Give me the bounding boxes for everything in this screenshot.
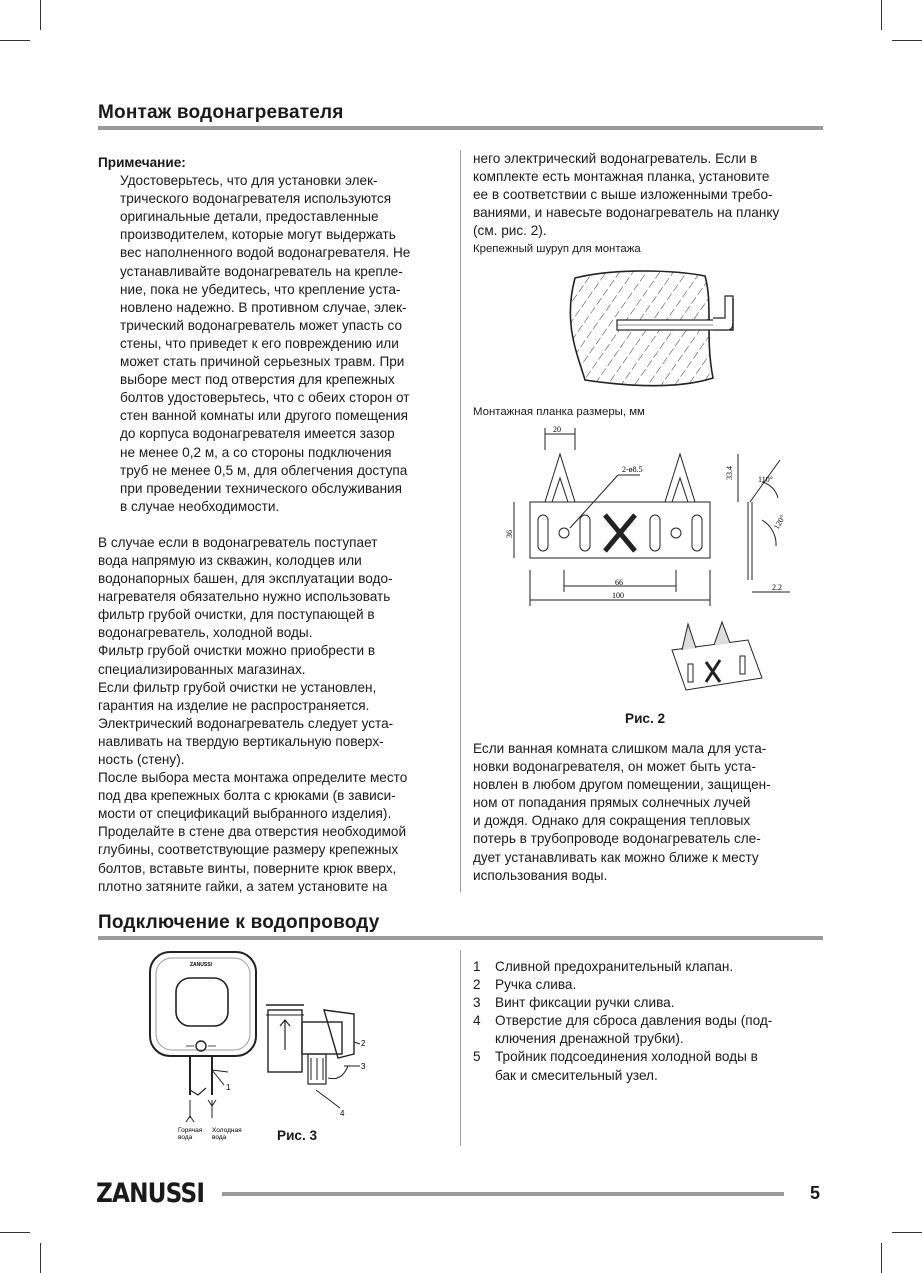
body-line: Электрический водонагреватель следует уста- bbox=[98, 715, 394, 731]
note-line: новлено надежно. В противном случае, элек- bbox=[120, 299, 407, 315]
right-column-top bbox=[473, 150, 828, 257]
note-line: вес наполненного водой водонагревателя. Не bbox=[120, 245, 411, 261]
list-text: Винт фиксации ручки слива. bbox=[495, 995, 675, 1011]
body-text bbox=[98, 534, 450, 896]
section-rule bbox=[98, 936, 823, 940]
body-line: водонапорных башен, для эксплуатации водо- bbox=[98, 571, 393, 587]
note-line: ние, пока не убедитесь, что крепление уста- bbox=[120, 281, 401, 297]
water-heater-figure bbox=[148, 950, 378, 1150]
body-line: болтов, вставьте винты, поверните крюк вверх, bbox=[98, 860, 397, 876]
body-line: использования воды. bbox=[473, 867, 608, 883]
list-number: 5 bbox=[473, 1049, 481, 1065]
list-item-continued bbox=[473, 1067, 828, 1085]
plate-hole bbox=[671, 528, 681, 538]
list-number: 2 bbox=[473, 977, 481, 993]
dim-66: 66 bbox=[615, 578, 623, 587]
section-title-water-connection: Подключение к водопроводу bbox=[98, 912, 380, 933]
body-line: В случае если в водонагреватель поступает bbox=[98, 534, 378, 550]
body-line: гарантия на изделие не распространяется. bbox=[98, 697, 370, 713]
list-item bbox=[473, 1048, 828, 1066]
dim-36: 36 bbox=[505, 530, 514, 538]
plate-slot bbox=[692, 515, 702, 551]
body-line: под два крепежных болта с крюками (в зависи- bbox=[98, 788, 396, 804]
note-line: производителем, которые могут выдержать bbox=[120, 227, 396, 243]
plate-hole bbox=[559, 528, 569, 538]
hot-water-label: вода bbox=[178, 1134, 193, 1141]
fig3-label: Рис. 3 bbox=[277, 1128, 318, 1143]
body-line: ном от попадания прямых солнечных лучей bbox=[473, 795, 751, 811]
hot-water-label: Горячая bbox=[178, 1127, 203, 1134]
note-line: трического водонагревателя используются bbox=[120, 191, 392, 207]
crop-mark bbox=[892, 40, 922, 41]
body-line: (см. рис. 2). bbox=[473, 223, 547, 239]
screw-figure bbox=[555, 268, 755, 393]
body-line: ность (стену). bbox=[98, 752, 185, 767]
section-title-installation: Монтаж водонагревателя bbox=[98, 102, 344, 123]
crop-mark bbox=[881, 1243, 882, 1273]
callout-3: 3 bbox=[361, 1062, 366, 1071]
note-line: оригинальные детали, предоставленные bbox=[120, 209, 379, 225]
body-line: Проделайте в стене два отверстия необходимой bbox=[98, 824, 407, 840]
note-line: стен ванной комнаты или другого помещения bbox=[120, 408, 408, 424]
right-column-bottom bbox=[473, 740, 828, 885]
body-line: нагревателя обязательно нужно использовать bbox=[98, 589, 391, 605]
column-divider bbox=[460, 950, 461, 1146]
note-line: болтов удостоверьтесь, что с обеих сторон от bbox=[120, 390, 410, 406]
note-line: труб не менее 0,5 м, для облегчения доступа bbox=[120, 462, 408, 478]
drain-handle bbox=[324, 1010, 354, 1058]
cold-water-label: Холодная bbox=[212, 1127, 242, 1134]
crop-mark bbox=[881, 0, 882, 30]
crop-mark bbox=[0, 40, 30, 41]
list-item-continued bbox=[473, 1030, 828, 1048]
section-rule bbox=[98, 126, 823, 130]
note-line: до корпуса водонагревателя имеется зазор bbox=[120, 426, 395, 442]
body-line: новки водонагревателя, он может быть уста- bbox=[473, 759, 756, 775]
column-divider bbox=[460, 150, 461, 892]
dim-2-2: 2.2 bbox=[772, 583, 782, 592]
crop-mark bbox=[0, 1232, 30, 1233]
note-line: при проведении технического обслуживания bbox=[120, 480, 403, 496]
note-line: выборе мест под отверстия для крепежных bbox=[120, 372, 395, 388]
plate-cross bbox=[605, 515, 635, 551]
body-line: Фильтр грубой очистки можно приобрести в bbox=[98, 643, 376, 659]
list-text: Тройник подсоединения холодной воды в bbox=[495, 1049, 758, 1065]
fig2-label: Рис. 2 bbox=[625, 711, 666, 726]
caption-screw: Крепежный шуруп для монтажа bbox=[473, 243, 641, 256]
dim-110: 110° bbox=[758, 475, 773, 484]
list-item bbox=[473, 994, 828, 1012]
heater-brand-label: ZANUSSI bbox=[190, 962, 212, 968]
callout-2: 2 bbox=[361, 1039, 366, 1048]
plate-slot bbox=[538, 515, 548, 551]
crop-mark bbox=[40, 0, 41, 30]
note-line: устанавливайте водонагреватель на крепле- bbox=[120, 263, 403, 279]
list-text: ключения дренажной трубки). bbox=[495, 1031, 684, 1047]
body-line: вода напрямую из скважин, колодцев или bbox=[98, 552, 362, 568]
cold-water-label: вода bbox=[212, 1134, 227, 1141]
body-line: ваниями, и навесьте водонагреватель на планку bbox=[473, 205, 780, 221]
mounting-plate-drawing bbox=[500, 420, 800, 610]
note-line: в случае необходимости. bbox=[120, 498, 280, 514]
list-number: 1 bbox=[473, 959, 481, 974]
body-line: Если фильтр грубой очистки не установлен, bbox=[98, 679, 377, 695]
list-item bbox=[473, 976, 828, 994]
list-text: Отверстие для сброса давления воды (под- bbox=[495, 1013, 773, 1029]
footer-rule bbox=[222, 1192, 784, 1196]
body-line: потерь в трубопроводе водонагреватель сле- bbox=[473, 831, 761, 847]
list-number: 4 bbox=[473, 1013, 481, 1029]
list-number: 3 bbox=[473, 995, 481, 1011]
dim-120: 120° bbox=[771, 513, 788, 531]
plate-slot bbox=[580, 515, 590, 551]
list-text: бак и смесительный узел. bbox=[495, 1067, 658, 1083]
page-number: 5 bbox=[810, 1183, 821, 1203]
body-line: комплекте есть монтажная планка, установите bbox=[473, 169, 770, 185]
dim-20: 20 bbox=[553, 425, 561, 434]
plate-slot bbox=[650, 515, 660, 551]
plate-perspective bbox=[668, 620, 768, 700]
list-item bbox=[473, 1012, 828, 1030]
body-line: и дождя. Однако для сокращения тепловых bbox=[473, 813, 751, 829]
body-line: него электрический водонагреватель. Если в bbox=[473, 151, 758, 166]
body-line: навливать на твердую вертикальную поверх- bbox=[98, 733, 384, 749]
note-line: трический водонагреватель может упасть со bbox=[120, 317, 403, 333]
heater-window bbox=[176, 978, 228, 1026]
body-line: новлен в любом другом помещении, защищен- bbox=[473, 777, 771, 793]
body-line: глубины, соответствующие размеру крепежных bbox=[98, 842, 399, 858]
note-line: может стать причиной серьезных травм. При bbox=[120, 354, 405, 370]
crop-mark bbox=[892, 1232, 922, 1233]
note-line: не менее 0,2 м, а со стороны подключения bbox=[120, 444, 392, 460]
parts-list bbox=[473, 958, 828, 1085]
dim-hole: 2-ø8.5 bbox=[622, 465, 643, 474]
list-item bbox=[473, 958, 828, 976]
brand-logo: ZANUSSI bbox=[96, 1178, 205, 1209]
note-body bbox=[120, 172, 450, 516]
body-line: После выбора места монтажа определите место bbox=[98, 770, 408, 786]
callout-4: 4 bbox=[340, 1109, 345, 1118]
body-line: ее в соответствии с выше изложенными требо- bbox=[473, 187, 773, 203]
body-line: фильтр грубой очистки, для поступающей в bbox=[98, 607, 375, 623]
dim-100: 100 bbox=[612, 591, 624, 600]
dim-33: 33.4 bbox=[725, 466, 734, 480]
body-line: водонагреватель, холодной воды. bbox=[98, 625, 313, 641]
note-line: стены, что приведет к его повреждению или bbox=[120, 335, 399, 351]
note-line: Удостоверьтесь, что для установки элек- bbox=[120, 173, 378, 189]
body-line: Если ванная комната слишком мала для уста- bbox=[473, 741, 767, 756]
callout-1: 1 bbox=[226, 1083, 231, 1092]
list-text: Ручка слива. bbox=[495, 977, 577, 993]
body-line: дует устанавливать как можно ближе к месту bbox=[473, 849, 759, 865]
body-line: плотно затяните гайки, а затем установите на bbox=[98, 878, 388, 894]
note-heading: Примечание: bbox=[98, 155, 186, 170]
left-column bbox=[98, 154, 450, 896]
caption-plate: Монтажная планка размеры, мм bbox=[473, 406, 645, 418]
body-line: мости от спецификаций выбранного изделия). bbox=[98, 806, 392, 822]
crop-mark bbox=[40, 1243, 41, 1273]
list-text: Сливной предохранительный клапан. bbox=[495, 959, 734, 974]
body-line: специализированных магазинах. bbox=[98, 661, 306, 677]
